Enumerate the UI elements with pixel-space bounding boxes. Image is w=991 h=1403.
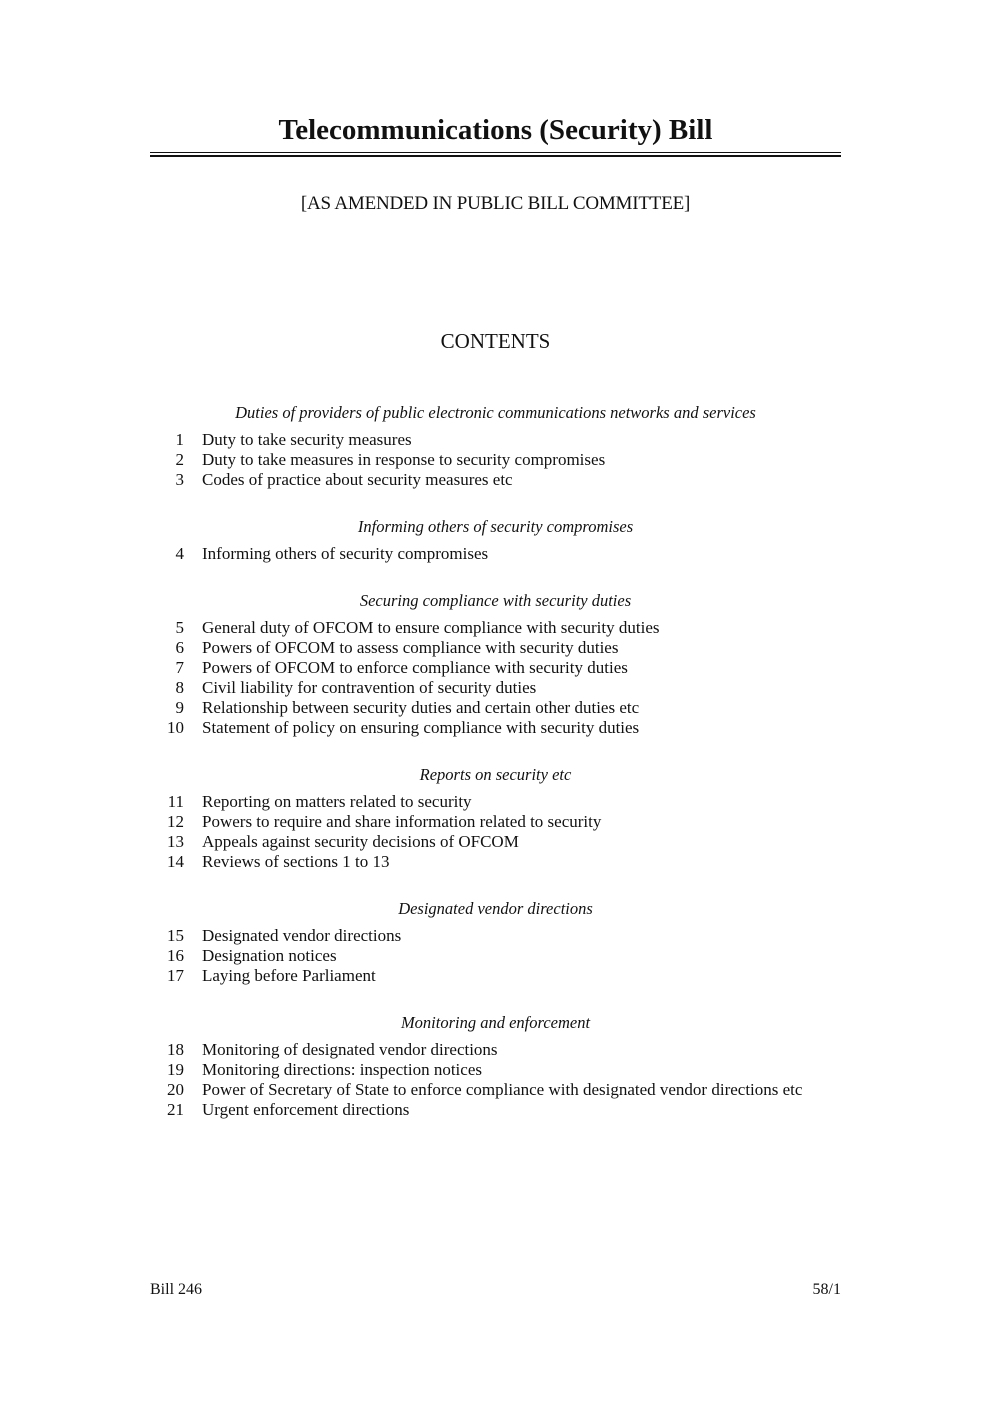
bill-title: Telecommunications (Security) Bill [278, 114, 713, 146]
entry-number: 12 [167, 812, 184, 831]
title-rule-thin [150, 152, 841, 153]
toc-entry [150, 450, 841, 470]
entry-number: 18 [167, 1040, 184, 1059]
toc-entry [150, 678, 841, 698]
toc-entry [150, 470, 841, 490]
toc-entry [150, 1080, 841, 1100]
entry-number: 2 [175, 450, 184, 469]
toc-entry [150, 812, 841, 832]
toc-entry [150, 658, 841, 678]
entry-text: Reporting on matters related to security [202, 792, 472, 811]
toc-entry [150, 1060, 841, 1080]
entry-number: 14 [167, 852, 184, 871]
toc-section-heading: Reports on security etc [419, 765, 572, 784]
toc-entry [150, 638, 841, 658]
entry-number: 11 [167, 792, 184, 811]
page-reference: 58/1 [812, 1281, 841, 1298]
entry-number: 5 [175, 618, 184, 637]
toc-entry [150, 852, 841, 872]
toc-entry [150, 618, 841, 638]
entry-text: Duty to take measures in response to security compromises [202, 450, 606, 469]
entry-number: 20 [167, 1080, 184, 1099]
entry-number: 3 [175, 470, 184, 489]
bill-subtitle: [AS AMENDED IN PUBLIC BILL COMMITTEE] [300, 193, 691, 214]
entry-text: Relationship between security duties and certain other duties etc [202, 698, 640, 717]
toc-entry [150, 430, 841, 450]
entry-text: Designated vendor directions [202, 926, 402, 945]
entry-text: Laying before Parliament [202, 966, 376, 985]
entry-number: 7 [175, 658, 184, 677]
toc-section-heading: Duties of providers of public electronic communications networks and services [235, 403, 756, 422]
title-rule-thick [150, 155, 841, 157]
entry-text: Power of Secretary of State to enforce compliance with designated vendor directions etc [202, 1080, 803, 1099]
toc-entry [150, 946, 841, 966]
toc-entry [150, 1040, 841, 1060]
entry-number: 13 [167, 832, 184, 851]
entry-text: Codes of practice about security measures etc [202, 470, 513, 489]
toc-section-heading: Informing others of security compromises [357, 517, 634, 536]
entry-text: Informing others of security compromises [202, 544, 489, 563]
toc-section-heading: Monitoring and enforcement [400, 1013, 591, 1032]
toc-entry [150, 832, 841, 852]
entry-number: 10 [167, 718, 184, 737]
bill-number: Bill 246 [150, 1281, 203, 1298]
entry-text: Duty to take security measures [202, 430, 412, 449]
toc-entry [150, 718, 841, 738]
entry-text: Urgent enforcement directions [202, 1100, 410, 1119]
entry-text: Civil liability for contravention of security duties [202, 678, 537, 697]
entry-text: Reviews of sections 1 to 13 [202, 852, 390, 871]
entry-number: 21 [167, 1100, 184, 1119]
entry-text: Statement of policy on ensuring compliance with security duties [202, 718, 640, 737]
toc-entry [150, 1100, 841, 1120]
toc-entry [150, 698, 841, 718]
toc-entry [150, 544, 841, 564]
entry-text: Powers of OFCOM to assess compliance with security duties [202, 638, 619, 657]
toc-section-heading: Securing compliance with security duties [359, 591, 632, 610]
toc-entry [150, 792, 841, 812]
contents-heading: CONTENTS [440, 329, 551, 353]
entry-number: 9 [175, 698, 184, 717]
entry-number: 8 [175, 678, 184, 697]
entry-text: General duty of OFCOM to ensure compliance with security duties [202, 618, 660, 637]
entry-text: Monitoring of designated vendor directions [202, 1040, 498, 1059]
entry-number: 4 [175, 544, 184, 563]
entry-number: 1 [175, 430, 184, 449]
toc-entry [150, 926, 841, 946]
table-of-contents [150, 400, 841, 1120]
entry-text: Powers to require and share information related to security [202, 812, 602, 831]
entry-number: 15 [167, 926, 184, 945]
entry-text: Appeals against security decisions of OFCOM [202, 832, 519, 851]
entry-number: 17 [167, 966, 184, 985]
entry-number: 19 [167, 1060, 184, 1079]
entry-text: Powers of OFCOM to enforce compliance with security duties [202, 658, 628, 677]
entry-number: 16 [167, 946, 184, 965]
entry-text: Designation notices [202, 946, 337, 965]
toc-section-heading: Designated vendor directions [398, 899, 593, 918]
entry-number: 6 [175, 638, 184, 657]
entry-text: Monitoring directions: inspection notices [202, 1060, 482, 1079]
toc-entry [150, 966, 841, 986]
